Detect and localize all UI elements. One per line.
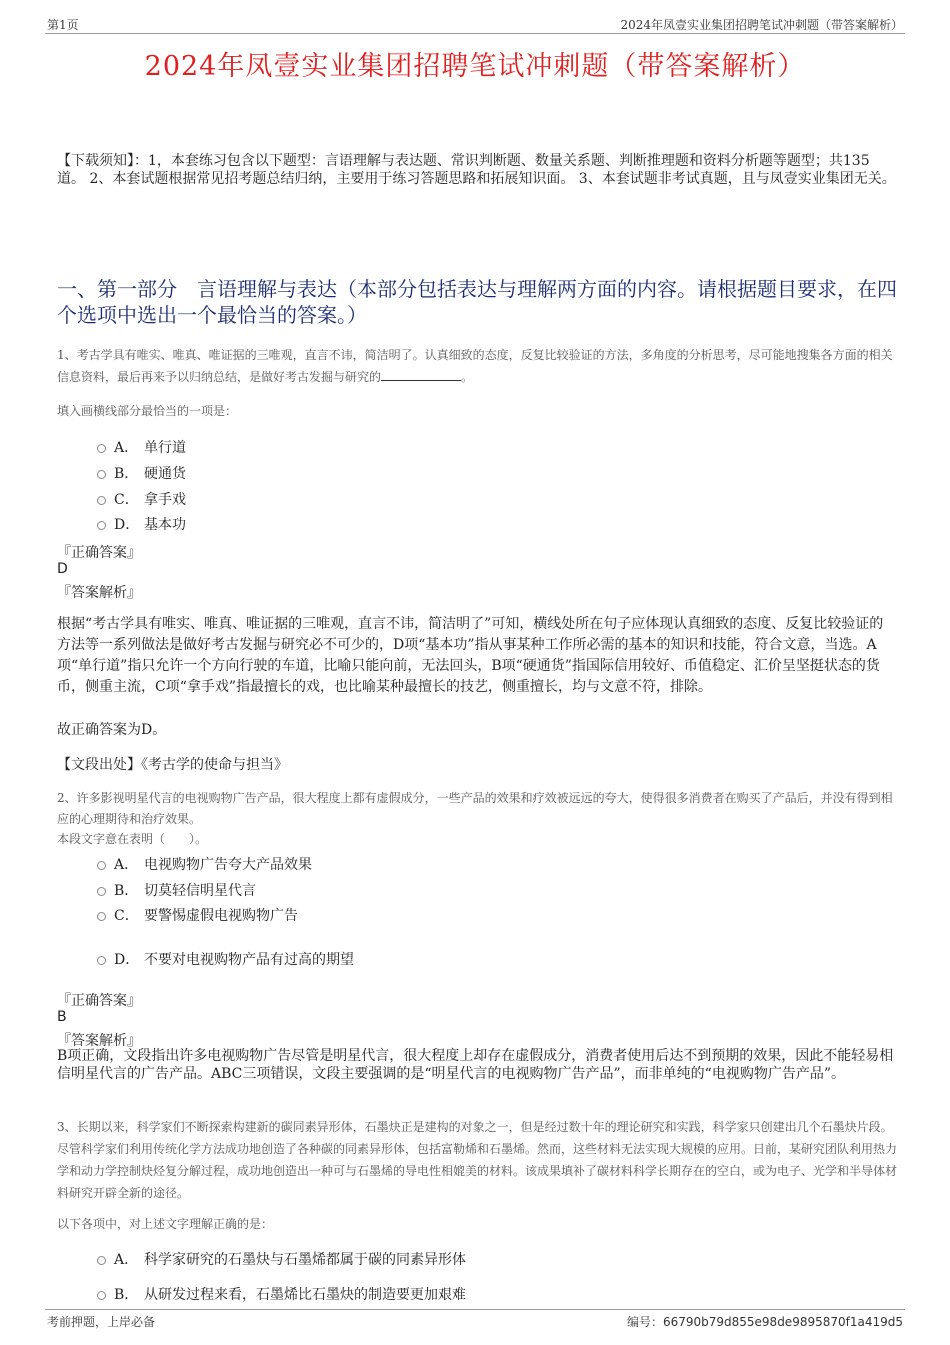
question-1-source: 【文段出处】《考古学的使命与担当》 bbox=[57, 757, 288, 773]
radio-icon[interactable] bbox=[97, 956, 106, 965]
question-1-answer: D bbox=[57, 561, 68, 577]
question-1-answer-label: 『正确答案』 bbox=[57, 545, 141, 561]
question-3-prompt: 以下各项中，对上述文字理解正确的是： bbox=[57, 1217, 274, 1231]
question-3-option-b[interactable] bbox=[97, 1284, 466, 1304]
question-1-stem bbox=[57, 344, 897, 388]
question-2-option-a[interactable] bbox=[97, 854, 312, 874]
radio-icon[interactable] bbox=[97, 861, 106, 870]
question-2-option-d[interactable] bbox=[97, 949, 354, 969]
radio-icon[interactable] bbox=[97, 1291, 106, 1300]
question-1-option-c[interactable] bbox=[97, 489, 186, 509]
option-text: 单行道 bbox=[144, 440, 186, 456]
question-2-analysis: B项正确，文段指出许多电视购物广告尽管是明星代言，很大程度上却存在虚假成分，消费者使用后达不到预期的效果，因此不能轻易相信明星代言的广告产品。ABC三项错误，文段主要强调的是“明星代言的电视购物广告产品”，而非单纯的“电视购物广告产品”。 bbox=[57, 1048, 894, 1082]
option-text: 拿手戏 bbox=[144, 492, 186, 508]
question-1-stem-text: 1、考古学具有唯实、唯真、唯证据的三唯观，直言不讳，简洁明了。认真细致的态度，反复比较验证的方法，多角度的分析思考，尽可能地搜集各方面的相关信息资料，最后再来予以归纳总结，是做好考古发掘与研究的 bbox=[57, 348, 893, 384]
footer-code-value: 66790b79d855e98de9895870f1a419d5 bbox=[662, 1315, 903, 1329]
option-letter: A． bbox=[114, 1252, 139, 1268]
footer-divider bbox=[45, 1309, 905, 1310]
footer-slogan: 考前押题，上岸必备 bbox=[47, 1315, 156, 1329]
option-text: 电视购物广告夸大产品效果 bbox=[144, 857, 312, 873]
option-text: 硬通货 bbox=[144, 466, 186, 482]
answer-blank bbox=[381, 368, 461, 381]
option-letter: A． bbox=[114, 857, 139, 873]
question-1-analysis-label: 『答案解析』 bbox=[57, 585, 141, 601]
option-letter: D． bbox=[114, 517, 140, 533]
question-1-option-d[interactable] bbox=[97, 514, 186, 534]
option-text: 切莫轻信明星代言 bbox=[144, 883, 256, 899]
option-letter: D． bbox=[114, 952, 140, 968]
radio-icon[interactable] bbox=[97, 521, 106, 530]
question-1-option-b[interactable] bbox=[97, 463, 186, 483]
question-1-analysis: 根据“考古学具有唯实、唯真、唯证据的三唯观，直言不讳，简洁明了”可知，横线处所在句子应体现认真细致的态度、反复比较验证的方法等一系列做法是做好考古发掘与研究必不可少的，D项“基本功”指从事某种工作所必需的基本的知识和技能，符合文意，当选。A项“单行道”指只允许一个方向行驶的车道，比喻只能向前，无法回头，B项“硬通货”指国际信用较好、币值稳定、汇价呈坚挺状态的货币，侧重主流，C项“拿手戏”指最擅长的戏，也比喻某种最擅长的技艺，侧重擅长，均与文意不符，排除。 bbox=[57, 616, 884, 695]
radio-icon[interactable] bbox=[97, 470, 106, 479]
page-title: 2024年凤壹实业集团招聘笔试冲刺题（带答案解析） bbox=[144, 51, 806, 82]
question-2-stem: 2、许多影视明星代言的电视购物广告产品，很大程度上都有虚假成分，一些产品的效果和疗效被远远的夸大，使得很多消费者在购买了产品后，并没有得到相应的心理期待和治疗效果。 bbox=[57, 791, 893, 826]
question-2-prompt: 本段文字意在表明（ ）。 bbox=[57, 832, 208, 846]
question-1-stem-end: 。 bbox=[461, 370, 474, 384]
option-text: 基本功 bbox=[144, 517, 186, 533]
radio-icon[interactable] bbox=[97, 496, 106, 505]
question-3-stem: 3、长期以来，科学家们不断探索构建新的碳同素异形体，石墨炔正是建构的对象之一，但是经过数十年的理论研究和实践，科学家只创建出几个石墨炔片段。尽管科学家们利用传统化学方法成功地创造了各种碳的同素异形体，包括富勒烯和石墨烯。然而，这些材料无法实现大规模的应用。日前，某研究团队利用热力学和动力学控制炔烃复分解过程，成功地创造出一种可与石墨烯的导电性相媲美的材料。该成果填补了碳材料科学长期存在的空白，或为电子、光学和半导体材料研究开辟全新的途径。 bbox=[57, 1120, 898, 1200]
radio-icon[interactable] bbox=[97, 444, 106, 453]
question-1-prompt: 填入画横线部分最恰当的一项是： bbox=[57, 404, 238, 418]
question-2-answer-label: 『正确答案』 bbox=[57, 993, 141, 1009]
option-letter: B． bbox=[114, 883, 139, 899]
option-text: 科学家研究的石墨炔与石墨烯都属于碳的同素异形体 bbox=[144, 1252, 466, 1268]
option-text: 从研发过程来看，石墨烯比石墨炔的制造要更加艰难 bbox=[144, 1287, 466, 1303]
question-2-answer: B bbox=[57, 1009, 67, 1025]
question-1-conclusion: 故正确答案为D。 bbox=[57, 722, 167, 738]
option-letter: B． bbox=[114, 1287, 139, 1303]
radio-icon[interactable] bbox=[97, 1256, 106, 1265]
question-1-option-a[interactable] bbox=[97, 437, 186, 457]
radio-icon[interactable] bbox=[97, 912, 106, 921]
download-notice: 【下载须知】：1，本套练习包含以下题型：言语理解与表达题、常识判断题、数量关系题、判断推理题和资料分析题等题型；共135道。 2、本套试题根据常见招考题总结归纳，主要用于练习答题思路和拓展知识面。 3、本套试题非考试真题，且与凤壹实业集团无关。 bbox=[57, 153, 896, 187]
question-2-analysis-label: 『答案解析』 bbox=[57, 1033, 141, 1049]
header-divider bbox=[45, 33, 905, 34]
question-3-option-a[interactable] bbox=[97, 1249, 466, 1269]
footer-code-label: 编号： bbox=[626, 1315, 663, 1329]
option-letter: C． bbox=[114, 908, 139, 924]
question-2-option-b[interactable] bbox=[97, 880, 256, 900]
header-doc-title: 2024年凤壹实业集团招聘笔试冲刺题（带答案解析） bbox=[620, 18, 903, 32]
option-letter: A． bbox=[114, 440, 139, 456]
question-2-option-c[interactable] bbox=[97, 905, 298, 925]
option-letter: B． bbox=[114, 466, 139, 482]
option-text: 不要对电视购物产品有过高的期望 bbox=[144, 952, 354, 968]
radio-icon[interactable] bbox=[97, 887, 106, 896]
section-heading: 一、第一部分 言语理解与表达（本部分包括表达与理解两方面的内容。请根据题目要求，在四个选项中选出一个最恰当的答案。） bbox=[57, 277, 897, 327]
option-letter: C． bbox=[114, 492, 139, 508]
footer-code bbox=[627, 1313, 903, 1330]
option-text: 要警惕虚假电视购物广告 bbox=[144, 908, 298, 924]
page-number: 第1页 bbox=[47, 18, 79, 32]
